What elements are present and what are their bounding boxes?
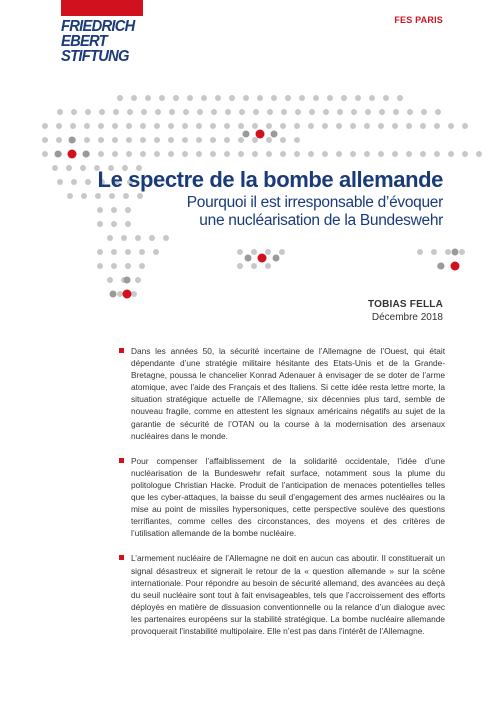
map-dot — [350, 123, 356, 129]
map-dot — [322, 123, 328, 129]
map-dot — [462, 123, 468, 129]
map-dot — [97, 221, 103, 227]
map-dot — [98, 137, 104, 143]
map-dot — [70, 123, 76, 129]
map-dot — [336, 123, 342, 129]
map-dot — [107, 277, 113, 283]
map-dot — [84, 137, 90, 143]
map-dot — [364, 151, 370, 157]
logo-line: STIFTUNG — [61, 48, 129, 65]
map-dot — [140, 137, 146, 143]
map-dot — [420, 123, 426, 129]
map-dot — [52, 165, 58, 171]
series-label: FES PARIS — [394, 15, 443, 25]
summary-bullet — [131, 552, 445, 637]
bullet-text: Pour compenser l’affaiblissement de la solidarité occidentale, l’idée d’une nucléarisation de la Bundeswehr refait surface, notamment sous la plume du politologue Christian Hacke. Produit de l’anticipation de menaces potentielles telles que les cyber-attaques, la baisse du seuil d’engagement des armes nucléaires ou la mise au point de missiles hypersoniques, cette perspective soulève des questions terrifiantes, comme celles des circonstances, des moyens et des critères de l’utilisation allemande de la bombe nucléaire. — [131, 455, 445, 539]
summary-bullets — [131, 345, 445, 650]
map-dot — [153, 249, 159, 255]
map-dot — [406, 151, 412, 157]
logo-red-bar — [61, 0, 143, 16]
map-dot — [434, 151, 440, 157]
map-dot — [139, 249, 145, 255]
map-dot — [56, 137, 62, 143]
map-dot — [210, 123, 216, 129]
map-dot — [111, 249, 117, 255]
map-dot — [107, 235, 113, 241]
map-dot — [313, 95, 319, 101]
map-dot — [201, 95, 207, 101]
map-dot — [237, 263, 243, 269]
map-dot — [168, 137, 174, 143]
map-dot — [98, 151, 104, 157]
map-dot — [140, 151, 146, 157]
map-dot — [341, 95, 347, 101]
map-dot — [251, 249, 257, 255]
map-dot — [42, 151, 48, 157]
map-dot — [267, 109, 273, 115]
map-dot — [251, 263, 257, 269]
map-dot — [322, 151, 328, 157]
map-dot — [154, 137, 160, 143]
map-dot — [113, 109, 119, 115]
map-dot — [163, 235, 169, 241]
map-dot — [445, 249, 451, 255]
map-dot — [406, 123, 412, 129]
publication-date: Décembre 2018 — [371, 312, 443, 323]
logo-line: EBERT — [61, 33, 107, 50]
map-dot — [196, 151, 202, 157]
map-dot — [224, 151, 230, 157]
subtitle-line: Pourquoi il est irresponsable d’évoquer — [186, 194, 443, 211]
map-dot — [85, 179, 91, 185]
map-dot — [80, 165, 86, 171]
map-dot — [420, 151, 426, 157]
map-dot — [294, 137, 300, 143]
accent-dot — [438, 263, 445, 270]
map-dot — [84, 123, 90, 129]
map-dot — [378, 123, 384, 129]
map-dot — [351, 109, 357, 115]
map-dot — [182, 123, 188, 129]
map-dot — [294, 123, 300, 129]
map-dot — [125, 249, 131, 255]
map-dot — [459, 249, 465, 255]
map-dot — [109, 193, 115, 199]
author-name: TOBIAS FELLA — [368, 299, 443, 310]
accent-dot — [271, 131, 278, 138]
map-dot — [42, 123, 48, 129]
map-dot — [149, 235, 155, 241]
highlight-dot — [123, 290, 132, 299]
map-dot — [131, 95, 137, 101]
map-dot — [252, 151, 258, 157]
accent-dot — [124, 277, 131, 284]
map-dot — [117, 95, 123, 101]
map-dot — [210, 151, 216, 157]
map-dot — [42, 137, 48, 143]
map-dot — [155, 109, 161, 115]
map-dot — [229, 95, 235, 101]
map-dot — [126, 123, 132, 129]
map-dot — [252, 123, 258, 129]
accent-dot — [452, 249, 459, 256]
map-dot — [257, 95, 263, 101]
map-dot — [392, 151, 398, 157]
bullet-text: Dans les années 50, la sécurité incertaine de l’Allemagne de l’Ouest, qui était dépendante d’une stratégie militaire hésitante des Etats-Unis et de la Grande-Bretagne, poussa le chancelier Konrad Adenauer à envisager de se doter de l’arme atomique, avec l’aide des Français et des Italiens. Si cette idée resta lettre morte, la situation stratégique actuelle de l’Allemagne, six décennies plus tard, semble de nouveau fragile, comme en attestent les signaux américains négatifs au sujet de la garantie de sécurité de l’OTAN ou la course à la modernisation des arsenaux nucléaires dans le monde. — [131, 346, 445, 441]
page-title: Le spectre de la bombe allemande — [97, 167, 443, 192]
map-dot — [266, 137, 272, 143]
accent-dot — [69, 137, 76, 144]
map-dot — [125, 221, 131, 227]
map-dot — [112, 123, 118, 129]
accent-dot — [110, 291, 117, 298]
bullet-marker — [119, 458, 124, 463]
map-dot — [112, 137, 118, 143]
map-dot — [85, 109, 91, 115]
map-dot — [168, 151, 174, 157]
map-dot — [183, 109, 189, 115]
map-dot — [280, 123, 286, 129]
highlight-dot — [451, 262, 460, 271]
map-dot — [121, 235, 127, 241]
map-dot — [111, 207, 117, 213]
map-dot — [126, 137, 132, 143]
map-dot — [137, 193, 143, 199]
map-dot — [327, 95, 333, 101]
map-dot — [125, 263, 131, 269]
map-dot — [294, 151, 300, 157]
map-dot — [97, 263, 103, 269]
map-dot — [57, 179, 63, 185]
map-dot — [123, 193, 129, 199]
map-dot — [139, 263, 145, 269]
map-dot — [336, 151, 342, 157]
map-dot — [238, 123, 244, 129]
map-dot — [154, 151, 160, 157]
map-dot — [196, 123, 202, 129]
map-dot — [350, 151, 356, 157]
map-dot — [271, 95, 277, 101]
map-dot — [266, 151, 272, 157]
map-dot — [378, 151, 384, 157]
map-dot — [417, 249, 423, 255]
map-dot — [364, 123, 370, 129]
map-dot — [392, 123, 398, 129]
map-dot — [131, 291, 137, 297]
map-dot — [265, 263, 271, 269]
map-dot — [141, 109, 147, 115]
map-dot — [265, 249, 271, 255]
map-dot — [211, 109, 217, 115]
map-dot — [71, 109, 77, 115]
map-dot — [98, 123, 104, 129]
map-dot — [295, 109, 301, 115]
map-dot — [243, 95, 249, 101]
map-dot — [238, 137, 244, 143]
map-dot — [285, 95, 291, 101]
map-dot — [379, 109, 385, 115]
map-dot — [135, 277, 141, 283]
map-dot — [169, 109, 175, 115]
map-dot — [57, 109, 63, 115]
map-dot — [67, 193, 73, 199]
map-dot — [431, 249, 437, 255]
map-dot — [279, 249, 285, 255]
accent-dot — [83, 151, 90, 158]
map-dot — [299, 95, 305, 101]
map-dot — [95, 193, 101, 199]
highlight-dot — [258, 254, 267, 263]
map-dot — [182, 151, 188, 157]
map-dot — [266, 123, 272, 129]
highlight-dot — [256, 130, 265, 139]
bullet-marker — [119, 555, 124, 560]
map-dot — [182, 137, 188, 143]
map-dot — [355, 95, 361, 101]
map-dot — [281, 109, 287, 115]
accent-dot — [245, 255, 252, 262]
map-dot — [125, 207, 131, 213]
map-dot — [337, 109, 343, 115]
summary-bullet — [131, 345, 445, 442]
map-dot — [56, 123, 62, 129]
map-dot — [397, 95, 403, 101]
subtitle-line: une nucléarisation de la Bundeswehr — [199, 212, 443, 229]
map-dot — [434, 123, 440, 129]
logo-line: FRIEDRICH — [61, 18, 135, 35]
map-dot — [127, 109, 133, 115]
map-dot — [215, 95, 221, 101]
map-dot — [112, 151, 118, 157]
map-dot — [309, 109, 315, 115]
map-dot — [159, 95, 165, 101]
map-dot — [66, 165, 72, 171]
map-dot — [145, 95, 151, 101]
highlight-dot — [68, 150, 77, 159]
map-dot — [421, 109, 427, 115]
map-dot — [476, 151, 482, 157]
map-dot — [111, 221, 117, 227]
map-dot — [97, 207, 103, 213]
map-dot — [369, 95, 375, 101]
map-dot — [225, 109, 231, 115]
map-dot — [365, 109, 371, 115]
page-subtitle — [187, 194, 443, 230]
map-dot — [97, 249, 103, 255]
map-dot — [168, 123, 174, 129]
map-dot — [435, 109, 441, 115]
map-dot — [239, 109, 245, 115]
map-dot — [71, 179, 77, 185]
fes-logo — [61, 19, 153, 64]
map-dot — [135, 235, 141, 241]
map-dot — [323, 109, 329, 115]
map-dot — [308, 151, 314, 157]
map-dot — [383, 95, 389, 101]
map-dot — [187, 95, 193, 101]
map-dot — [196, 137, 202, 143]
bullet-marker — [119, 348, 124, 353]
map-dot — [197, 109, 203, 115]
map-dot — [237, 249, 243, 255]
map-dot — [448, 151, 454, 157]
map-dot — [126, 151, 132, 157]
map-dot — [308, 123, 314, 129]
accent-dot — [243, 131, 250, 138]
map-dot — [280, 137, 286, 143]
map-dot — [462, 151, 468, 157]
map-dot — [173, 95, 179, 101]
map-dot — [210, 137, 216, 143]
map-dot — [252, 137, 258, 143]
map-dot — [448, 123, 454, 129]
map-dot — [253, 109, 259, 115]
map-dot — [117, 291, 123, 297]
accent-dot — [273, 255, 280, 262]
map-dot — [99, 109, 105, 115]
map-dot — [393, 109, 399, 115]
map-dot — [224, 123, 230, 129]
map-dot — [154, 123, 160, 129]
map-dot — [140, 123, 146, 129]
accent-dot — [55, 151, 62, 158]
map-dot — [280, 151, 286, 157]
bullet-text: L’armement nucléaire de l’Allemagne ne doit en aucun cas aboutir. Il constituerait un signal désastreux et signerait le retour de la « question allemande » sur la scène internationale. Pour répondre au besoin de sécurité allemand, des avancées au deçà du seuil nucléaire sont tout à fait envisageables, tels que l’accroissement des efforts déployés en matière de dissuasion conventionnelle ou la relance d’un dialogue avec les partenaires européens sur la stabilité stratégique. La bombe nucléaire allemande provoquerait l’instabilité multipolaire. Elle n’est pas dans l’intérêt de l’Allemagne. — [131, 553, 445, 636]
map-dot — [111, 263, 117, 269]
summary-bullet — [131, 455, 445, 540]
map-dot — [407, 109, 413, 115]
map-dot — [81, 193, 87, 199]
map-dot — [238, 151, 244, 157]
map-dot — [224, 137, 230, 143]
